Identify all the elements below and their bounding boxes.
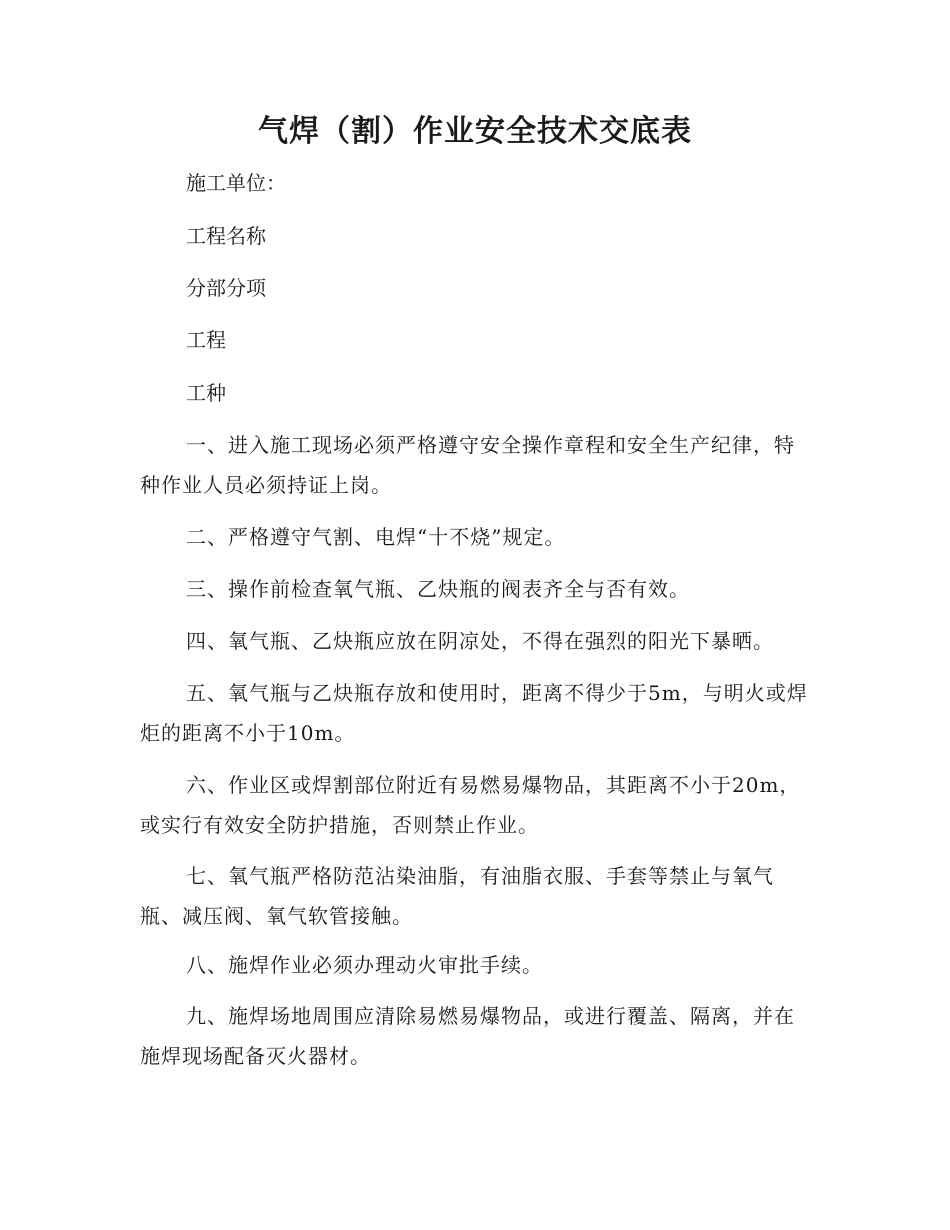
document-title: 气焊（割）作业安全技术交底表	[258, 114, 692, 149]
safety-item-3: 三、操作前检查氧气瓶、乙炔瓶的阀表齐全与否有效。	[186, 577, 690, 601]
safety-item-7: 七、氧气瓶严格防范沾染油脂，有油脂衣服、手套等禁止与氧气瓶、减压阀、氧气软管接触。	[140, 864, 774, 928]
safety-item-5: 五、氧气瓶与乙炔瓶存放和使用时，距离不得少于5m，与明火或焊炬的距离不小于10m。	[140, 681, 808, 745]
field-project: 工程	[186, 328, 226, 352]
safety-item-2: 二、严格遵守气割、电焊“十不烧”规定。	[186, 525, 566, 549]
safety-item-9: 九、施焊场地周围应清除易燃易爆物品，或进行覆盖、隔离，并在施焊现场配备灭火器材。	[140, 1004, 795, 1068]
safety-item-8: 八、施焊作业必须办理动火审批手续。	[186, 953, 543, 977]
safety-item-6: 六、作业区或焊割部位附近有易燃易爆物品，其距离不小于20m，或实行有效安全防护措施，否则禁止作业。	[140, 773, 801, 837]
field-trade: 工种	[186, 381, 226, 405]
field-construction-unit: 施工单位：	[186, 171, 286, 195]
safety-item-4: 四、氧气瓶、乙炔瓶应放在阴凉处，不得在强烈的阳光下暴晒。	[186, 629, 774, 653]
field-subdivision: 分部分项	[186, 276, 266, 300]
field-project-name: 工程名称	[186, 224, 266, 248]
safety-item-1: 一、进入施工现场必须严格遵守安全操作章程和安全生产纪律，特种作业人员必须持证上岗。	[140, 433, 795, 497]
